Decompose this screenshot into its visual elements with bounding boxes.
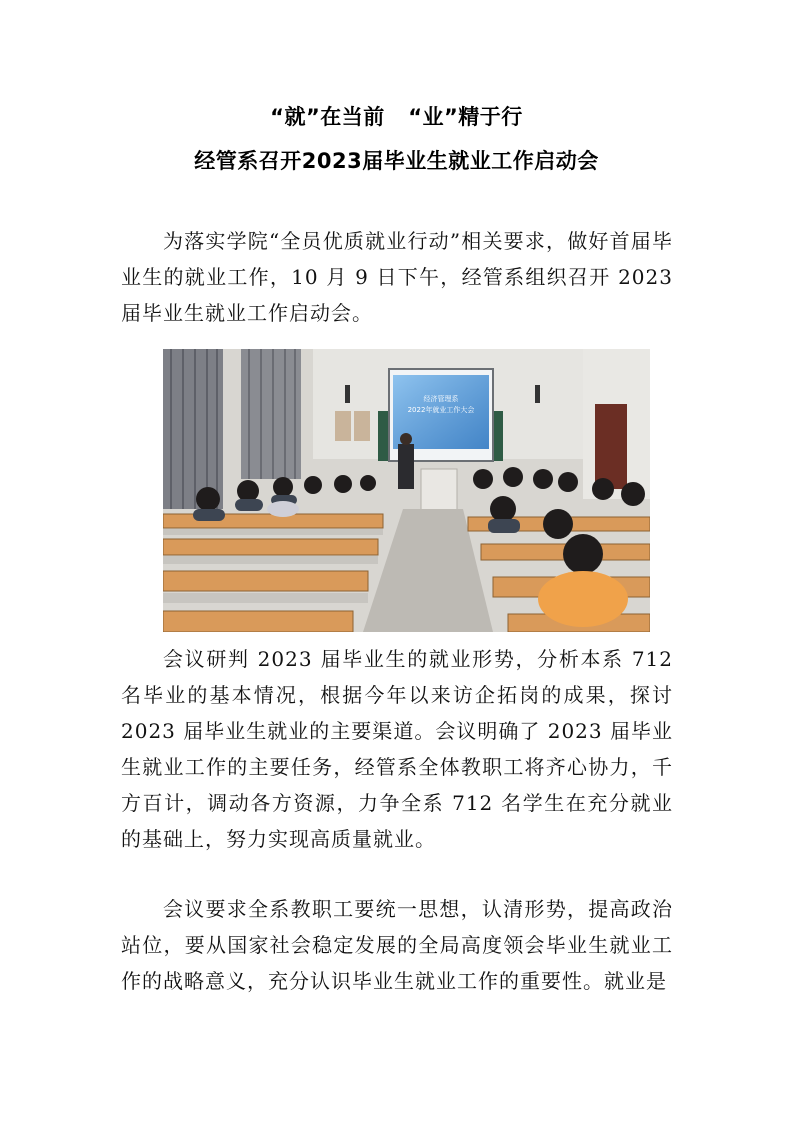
paragraph-1: 为落实学院“全员优质就业行动”相关要求，做好首届毕业生的就业工作，10 月 9 日下午，经管系组织召开 2023 届毕业生就业工作启动会。 [121,229,673,325]
meeting-photo [163,349,650,632]
paragraph-2: 会议研判 2023 届毕业生的就业形势，分析本系 712 名毕业的基本情况，根据今年以来访企拓岗的成果，探讨 2023 届毕业生就业的主要渠道。会议明确了 2023 届毕业生就业工作的主要任务，经管系全体教职工将齐心协力，千方百计，调动各方资源，力争全系 712 名学生在充分就业的基础上，努力实现高质量就业。 [121,647,673,851]
screen-text-line-2: 2022年就业工作大会 [407,406,475,414]
document-title-line-1: “就”在当前 “业”精于行 [270,105,523,129]
meeting-photo-illustration [163,349,650,632]
paragraph-3: 会议要求全系教职工要统一思想，认清形势，提高政治站位，要从国家社会稳定发展的全局高度领会毕业生就业工作的战略意义，充分认识毕业生就业工作的重要性。就业是 [121,897,673,993]
document-title-line-2: 经管系召开2023届毕业生就业工作启动会 [194,149,599,173]
screen-text-line-1: 经济管理系 [423,395,459,403]
